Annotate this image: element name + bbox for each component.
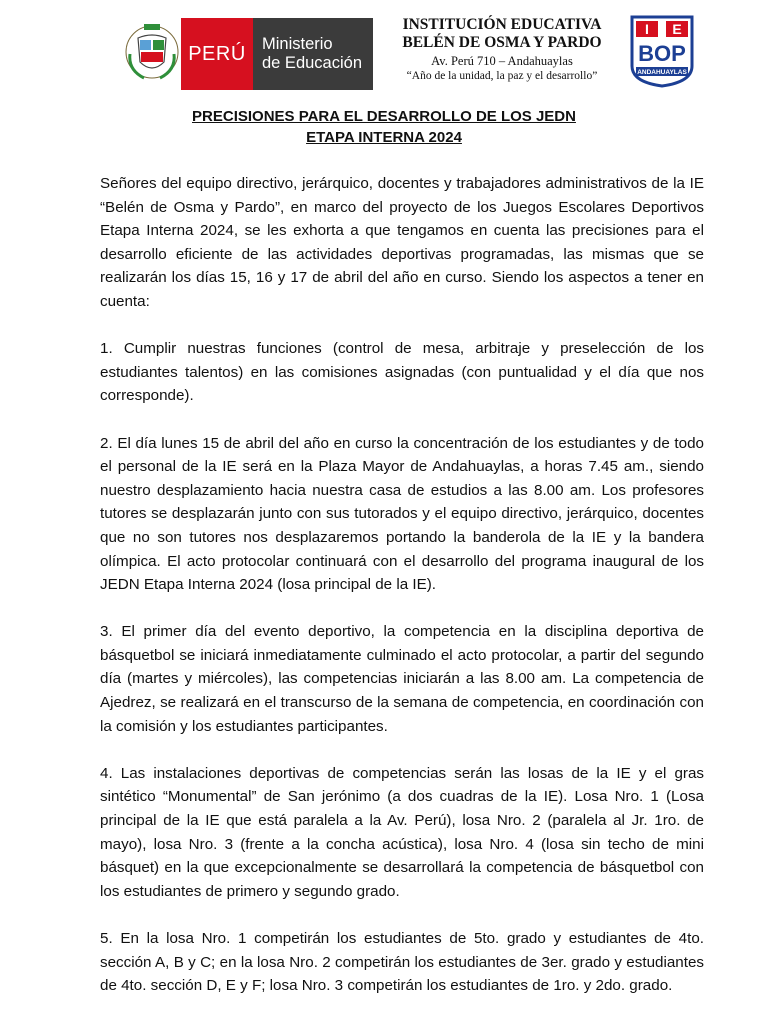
title-line-1: PRECISIONES PARA EL DESARROLLO DE LOS JEDN xyxy=(192,108,576,125)
institution-address: Av. Perú 710 – Andahuaylas xyxy=(431,54,573,68)
letterhead xyxy=(0,12,768,92)
point-3-paragraph: 3. El primer día del evento deportivo, la competencia en la disciplina deportiva de básquetbol se iniciará inmediatamente culminado el acto protocolar, a partir del segundo día (martes y miércoles), las competencias iniciarán a las 8.00 am. La competencia de Ajedrez, se realizará en el transcurso de la semana de competencia, en coordinación con la comisión y los estudiantes participantes. xyxy=(100,623,704,735)
institution-type: INSTITUCIÓN EDUCATIVA xyxy=(402,16,602,33)
peru-badge xyxy=(181,18,253,90)
point-2-paragraph: 2. El día lunes 15 de abril del año en curso la concentración de los estudiantes y de todo el personal de la IE será en la Plaza Mayor de Andahuaylas, a horas 7.45 am., siendo nuestro desplazamiento hacia nuestra casa de estudios a las 8.00 am. Los profesores tutores se desplazarán junto con sus tutorados y el equipo directivo, jerárquico, docentes que no son tutores nos desplazaremos portando la banderola de la IE y la bandera olímpica. El acto protocolar continuará con el desarrollo del programa inaugural de los JEDN Etapa Interna 2024 (losa principal de la IE). xyxy=(100,434,704,594)
svg-text:I: I xyxy=(645,21,649,37)
point-5-paragraph: 5. En la losa Nro. 1 competirán los estudiantes de 5to. grado y estudiantes de 4to. sección A, B y C; en la losa Nro. 2 competirán los estudiantes de 3er. grado y estudiantes de 4to. sección D, E y F; losa Nro. 3 competirán los estudiantes de 1ro. y 2do. grado. xyxy=(100,930,704,995)
document-body xyxy=(100,172,704,1021)
ministry-line-2: de Educación xyxy=(262,54,362,72)
institution-info xyxy=(388,16,616,84)
national-shield-logo xyxy=(124,18,180,88)
title-line-2: ETAPA INTERNA 2024 xyxy=(306,129,462,146)
document-title xyxy=(0,106,768,148)
point-4-paragraph: 4. Las instalaciones deportivas de competencias serán las losas de la IE y el gras sintético “Monumental” de San jerónimo (a dos cuadras de la IE). Losa Nro. 1 (Losa principal de la IE que está paralela a la Av. Perú), losa Nro. 2 (paralela al Jr. 1ro. de mayo), losa Nro. 3 (frente a la concha acústica), losa Nro. 4 (losa sin techo de mini básquet) en la que excepcionalmente se desarrollará la competencia de básquetbol con los estudiantes de primero y segundo grado. xyxy=(100,764,704,900)
year-motto: “Año de la unidad, la paz y el desarrollo” xyxy=(406,70,598,82)
peru-label: PERÚ xyxy=(188,42,246,65)
ministry-badge xyxy=(253,18,373,90)
svg-text:E: E xyxy=(672,21,682,37)
bop-school-logo xyxy=(629,14,695,88)
institution-name: BELÉN DE OSMA Y PARDO xyxy=(402,34,602,51)
svg-text:BOP: BOP xyxy=(638,41,686,66)
point-1-paragraph: 1. Cumplir nuestras funciones (control de mesa, arbitraje y preselección de los estudiantes talentos) en las comisiones asignadas (con puntualidad y el día que nos corresponde). xyxy=(100,340,704,405)
svg-text:ANDAHUAYLAS: ANDAHUAYLAS xyxy=(637,69,687,76)
intro-paragraph: Señores del equipo directivo, jerárquico, docentes y trabajadores administrativos de la IE “Belén de Osma y Pardo”, en marco del proyecto de los Juegos Escolares Deportivos Etapa Interna 2024, se les exhorta a que tengamos en cuenta las precisiones para el desarrollo eficiente de las actividades deportivas programadas, las mismas que se realizarán los días 15, 16 y 17 de abril del año en curso. Siendo los aspectos a tener en cuenta: xyxy=(100,175,704,310)
ministry-line-1: Ministerio xyxy=(262,35,333,53)
